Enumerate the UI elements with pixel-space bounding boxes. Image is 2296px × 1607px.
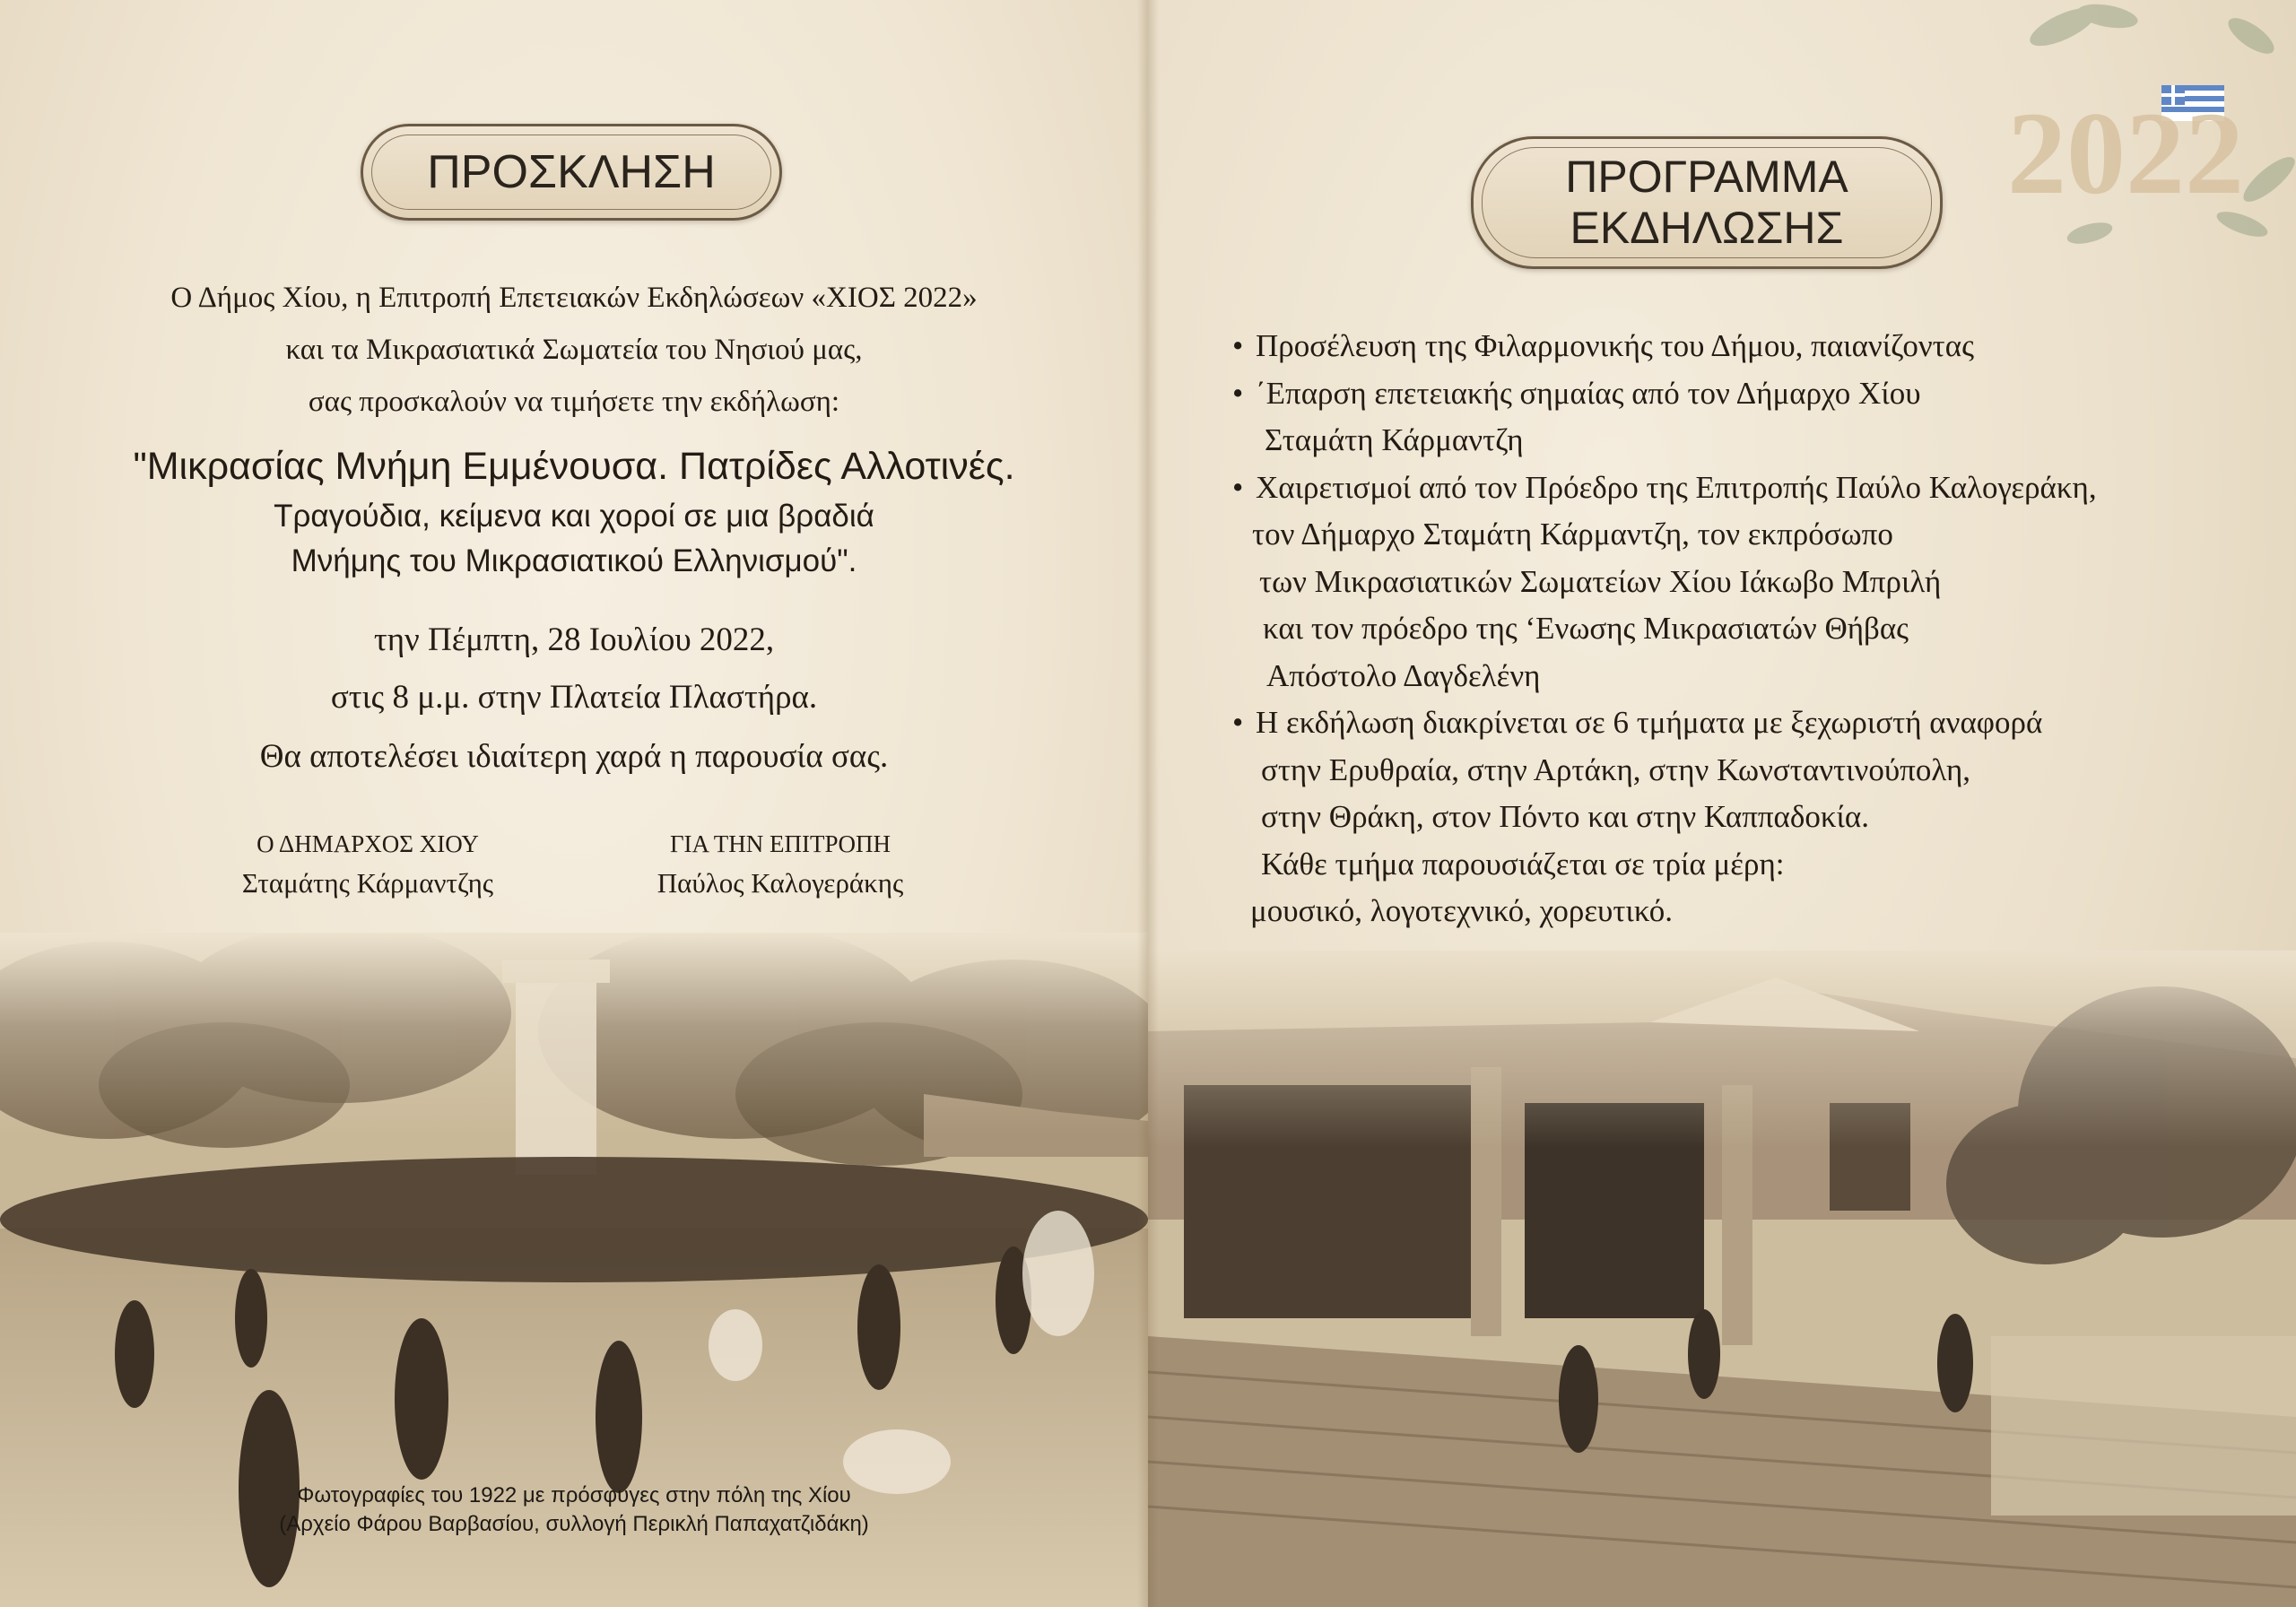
event-subtitle-line-1: Τραγούδια, κείμενα και χοροί σε μια βραδιά — [274, 499, 874, 534]
program-item-4-line-5: μουσικό, λογοτεχνικό, χορευτικό. — [1250, 893, 1673, 928]
program-item-4-line-4: Κάθε τμήμα παρουσιάζεται σε τρία μέρη: — [1261, 846, 1785, 882]
bullet-icon: • — [1232, 328, 1244, 363]
intro-line-3: σας προσκαλούν να τιμήσετε την εκδήλωση: — [308, 386, 840, 418]
intro-line-2: και τα Μικρασιατικά Σωματεία του Νησιού μας, — [285, 334, 863, 366]
program-item-3-line-1: • Χαιρετισμοί από τον Πρόεδρο της Επιτροπής Παύλο Καλογεράκη, — [1227, 465, 2285, 512]
signature-committee-role: ΓΙΑ ΤΗΝ ΕΠΙΤΡΟΠΗ — [669, 830, 891, 857]
program-heading-plaque — [1471, 136, 1943, 269]
event-title: "Μικρασίας Μνήμη Εμμένουσα. Πατρίδες Αλλοτινές. — [133, 445, 1015, 488]
invitation-heading: ΠΡΟΣΚΛΗΣΗ — [427, 146, 716, 198]
program-item-3-line-4: και τον πρόεδρο της ‘Ενωσης Μικρασιατών Θήβας — [1263, 611, 1909, 646]
logo-year-text: 2022 — [2007, 87, 2244, 219]
signature-committee-name: Παύλος Καλογεράκης — [657, 867, 904, 899]
event-subtitle-line-2: Μνήμης του Μικρασιατικού Ελληνισμού". — [291, 543, 857, 578]
program-item-4-line-1: • Η εκδήλωση διακρίνεται σε 6 τμήματα με ξεχωριστή αναφορά — [1227, 699, 2285, 747]
page-fold — [1137, 0, 1159, 1607]
program-item-4-line-2: στην Ερυθραία, στην Αρτάκη, στην Κωνσταντινούπολη, — [1261, 751, 1971, 787]
program-item-2-line-2: Σταμάτη Κάρμαντζη — [1265, 422, 1524, 457]
closing-line: Θα αποτελέσει ιδιαίτερη χαρά η παρουσία σας. — [259, 738, 889, 775]
bullet-icon: • — [1232, 469, 1244, 505]
program-item-1-line-1: • Προσέλευση της Φιλαρμονικής του Δήμου, παιανίζοντας — [1227, 323, 2285, 370]
program-heading-line-1: ΠΡΟΓΡΑΜΜΑ — [1565, 151, 1848, 202]
signature-mayor-role: Ο ΔΗΜΑΡΧΟΣ ΧΙΟΥ — [257, 830, 479, 857]
event-time-place-line: στις 8 μ.μ. στην Πλατεία Πλαστήρα. — [330, 679, 818, 716]
program-heading-line-2: ΕΚΔΗΛΩΣΗΣ — [1570, 203, 1844, 253]
photo-caption-line-1: Φωτογραφίες του 1922 με πρόσφυγες στην πόλη της Χίου — [297, 1483, 851, 1507]
program-item-3-line-3: των Μικρασιατικών Σωματείων Χίου Ιάκωβο Μπριλή — [1259, 563, 1942, 599]
program-item-2-line-1: • ΄Επαρση επετειακής σημαίας από τον Δήμαρχο Χίου — [1227, 370, 2285, 418]
intro-line-1: Ο Δήμος Χίου, η Επιτροπή Επετειακών Εκδηλώσεων «ΧΙΟΣ 2022» — [170, 282, 978, 314]
signature-committee — [619, 830, 942, 899]
signature-mayor — [206, 830, 529, 899]
signature-mayor-name: Σταμάτης Κάρμαντζης — [241, 867, 494, 899]
invitation-heading-plaque — [361, 124, 782, 221]
bullet-icon: • — [1232, 705, 1244, 740]
refugees-building-photo — [1148, 951, 2296, 1607]
program-item-4-line-3: στην Θράκη, στον Πόντο και στην Καππαδοκία. — [1261, 799, 1870, 834]
program-list — [1227, 323, 2285, 935]
chios-2022-logo — [1955, 0, 2296, 260]
bullet-icon: • — [1232, 375, 1244, 411]
photo-caption-line-2: (Αρχείο Φάρου Βαρβασίου, συλλογή Περικλή Παπαχατζιδάκη) — [279, 1512, 869, 1536]
program-item-3-line-5: Απόστολο Δαγδελένη — [1266, 657, 1541, 693]
program-item-3-line-2: τον Δήμαρχο Σταμάτη Κάρμαντζη, τον εκπρόσωπο — [1252, 517, 1893, 552]
program-panel — [1148, 0, 2296, 1607]
event-date-line: την Πέμπτη, 28 Ιουλίου 2022, — [373, 621, 775, 658]
